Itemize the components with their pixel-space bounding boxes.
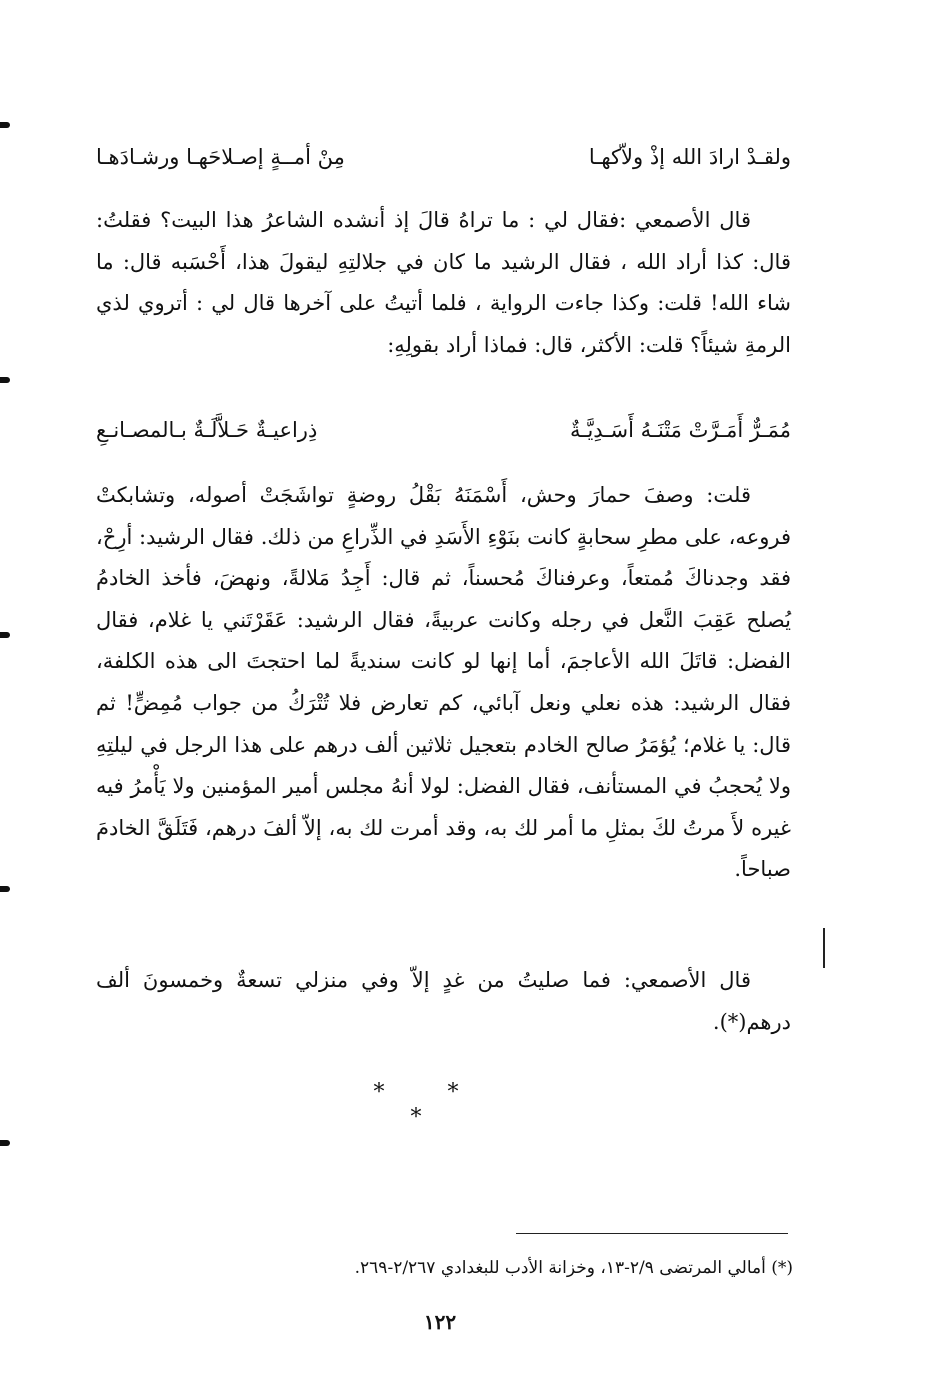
verse-1-second-hemistich: مِنْ أمــةٍ إصـلاحَهـا ورشـادَهـا [96, 145, 345, 169]
paragraph-3: قال الأصمعي: فما صليتُ من غدٍ إلاّ وفي منزلي تسعةٌ وخمسونَ ألف درهم(*). [96, 968, 791, 1034]
verse-2-second-hemistich: ذِراعيـةٌ حَـلاَّلَـةٌ بـالمصـانـعِ [96, 418, 318, 442]
scan-edge-mark [0, 632, 10, 638]
paragraph-3-block [96, 960, 791, 1043]
paragraph-2-block [96, 475, 791, 891]
paragraph-2: قلت: وصفَ حمارَ وحش، أَسْمَنَهُ بَقْلُ روضةٍ تواشَجَتْ أصوله، وتشابكتْ فروعه، على مطرِ سحابةٍ كانت بنَوْءِ الأَسَدِ في الذِّراعِ من ذلك. فقال الرشيد: أرِحْ، فقد وجدناكَ مُمتعاً، وعرفناكَ مُحسناً، ثم قال: أَجِدُ مَلالةً، ونهضَ، فأخذ الخادمُ يُصلح عَقِبَ النَّعل في رجله وكانت عربيةً، فقال الرشيد: عَقَرْتَني يا غلام، فقال الفضل: قاتَلَ الله الأعاجمَ، أما إنها لو كانت سنديةً لما احتجتَ الى هذه الكلفة، فقال الرشيد: هذه نعلي ونعل آبائي، كم تعارض فلا تُتْرَكُ من جواب مُمِضٍّ! ثم قال: يا غلام؛ يُؤمَرُ صالح الخادم بتعجيل ثلاثين ألف درهم على هذا الرجل في ليلتِهِ ولا يُحجبُ في المستأنف، فقال الفضل: لولا أنهُ مجلس أمير المؤمنين ولا يَأْمرُ فيه غيره لأَ مرتُ لكَ بمثلِ ما أمر لك به، وقد أمرت لك به، إلاّ ألفَ درهم، فَتَلَقَّ الخادمَ صباحاً. [96, 483, 791, 882]
footnote: (*) أمالي المرتضى ٢/٩-١٣، وخزانة الأدب للبغدادي ٢/٢٦٧-٢٦٩. [354, 1258, 793, 1278]
verse-2 [96, 410, 791, 450]
scan-edge-mark [0, 122, 10, 128]
scan-edge-mark [0, 886, 10, 892]
verse-2-first-hemistich: مُمَـرٌّ أَمَـرَّتْ مَتْنَـهُ أَسَـدِيَّـةٌ [570, 418, 791, 442]
paragraph-1-block [96, 200, 791, 366]
verse-1-first-hemistich: ولقـدْ ارادَ الله إذْ ولاّكهـا [588, 145, 791, 169]
verse-1 [96, 137, 791, 177]
section-separator: * * * [373, 1080, 487, 1130]
footnote-divider [516, 1233, 788, 1234]
scan-edge-mark [0, 1140, 10, 1146]
scan-edge-mark [0, 377, 10, 383]
page-number: ١٢٢ [423, 1310, 457, 1334]
scan-artifact-line [823, 928, 825, 968]
paragraph-1: قال الأصمعي :فقال لي : ما تراهُ قالَ إذ أنشده الشاعرُ هذا البيت؟ فقلتُ: قال: كذا أراد الله ، فقال الرشيد ما كان في جلالتِهِ ليقولَ هذا، أَحْسَبه قال: ما شاء الله! قلت: وكذا جاءت الرواية ، فلما أتيتُ على آخرها قال لي : أتروي لذي الرمةِ شيئاً؟ قلت: الأكثر، قال: فماذا أراد بقولِهِ: [96, 208, 791, 357]
